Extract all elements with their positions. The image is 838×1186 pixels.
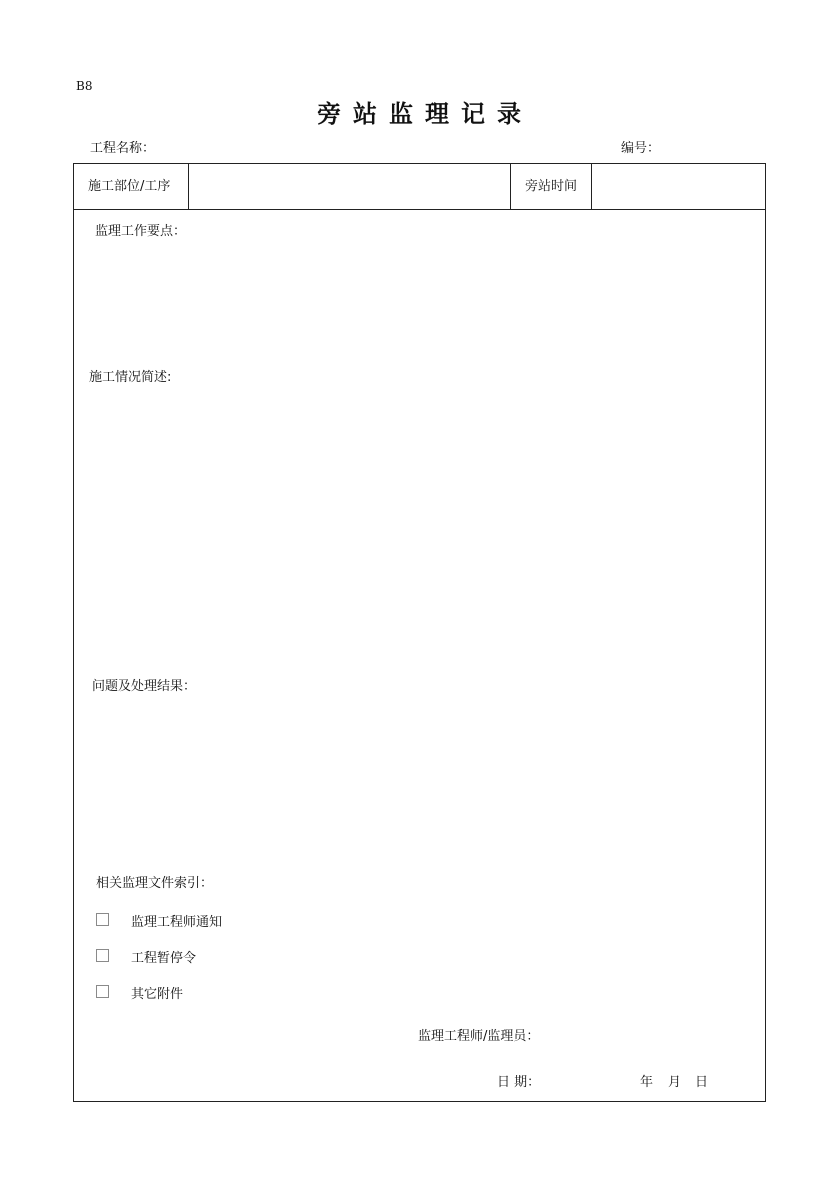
checkbox-icon[interactable] <box>96 949 109 962</box>
supervision-time-field[interactable] <box>592 164 765 209</box>
form-code: B8 <box>76 79 93 93</box>
situation-label: 施工情况简述: <box>89 370 172 385</box>
location-field[interactable] <box>189 164 511 209</box>
date-label: 日 期： <box>497 1075 541 1090</box>
day-unit: 日 <box>695 1075 709 1090</box>
key-points-label: 监理工作要点： <box>95 224 187 239</box>
checkbox-icon[interactable] <box>96 985 109 998</box>
reference-item-label: 监理工程师通知 <box>131 915 223 930</box>
serial-number-label: 编号： <box>621 141 661 156</box>
month-unit: 月 <box>668 1075 682 1090</box>
header-row <box>74 164 765 210</box>
references-label: 相关监理文件索引： <box>96 876 214 891</box>
year-unit: 年 <box>640 1075 654 1090</box>
page-title: 旁站监理记录 <box>317 100 533 128</box>
checkbox-icon[interactable] <box>96 913 109 926</box>
reference-item-label: 工程暂停令 <box>131 951 197 966</box>
supervision-time-label: 旁站时间 <box>511 164 592 209</box>
location-label: 施工部位/工序 <box>74 164 189 209</box>
record-form <box>73 163 766 1102</box>
reference-item-label: 其它附件 <box>131 987 184 1002</box>
issues-label: 问题及处理结果： <box>92 679 197 694</box>
signer-label: 监理工程师/监理员： <box>418 1029 540 1044</box>
project-name-label: 工程名称： <box>90 141 156 156</box>
